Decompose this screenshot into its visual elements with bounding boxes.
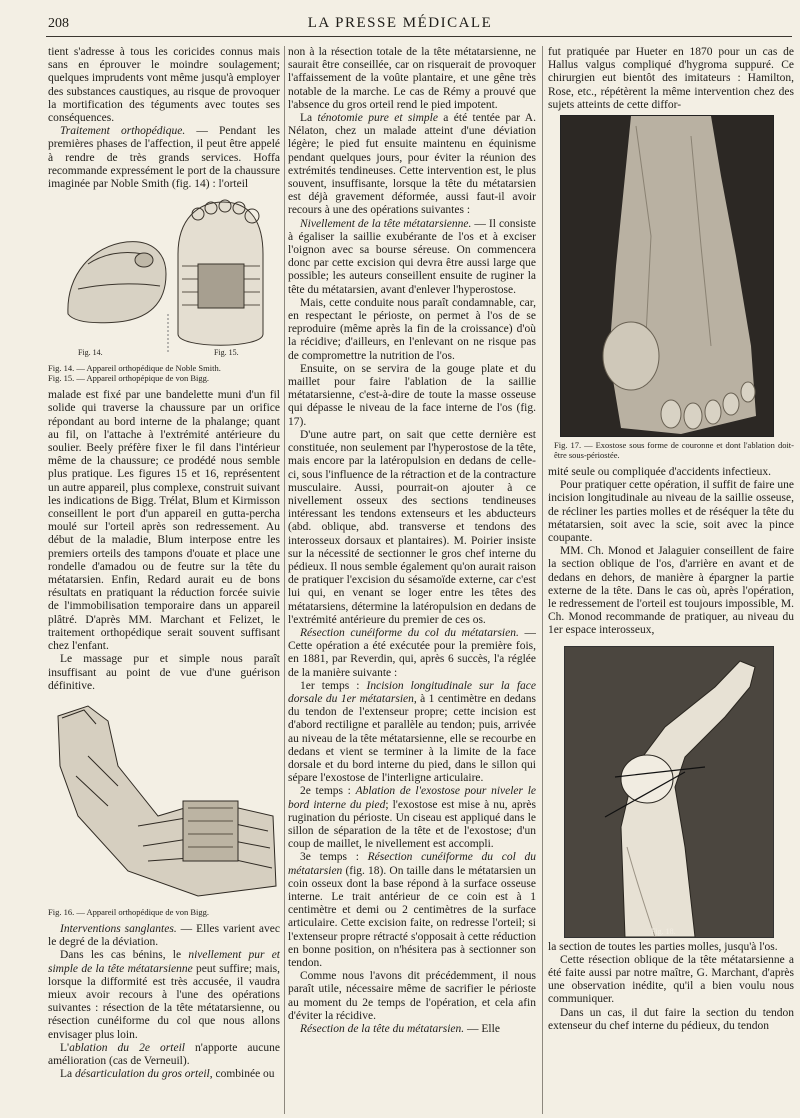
paragraph-text: ; l'exostose est mise à nu, après rugination du périoste. Un ciseau est appliqué dans le sillon de séparation de la tête et de l'exostose; d'un coup de maillet, le nivellement est accompli. bbox=[288, 798, 536, 851]
paragraph bbox=[288, 112, 536, 218]
paragraph bbox=[288, 785, 536, 851]
figure-17 bbox=[560, 115, 774, 437]
column-2 bbox=[288, 46, 536, 1116]
paragraph-text: Dans les cas bénins, le bbox=[60, 949, 189, 962]
paragraph-text: La bbox=[300, 112, 318, 125]
paragraph-text: — Cette opération a été exécutée pour la première fois, en 1881, par Reverdin, qui, après 6 succès, l'a réglée de la manière suivante : bbox=[288, 626, 536, 679]
paragraph: Pour pratiquer cette opération, il suffit de faire une incision longitudinale au niveau de la saillie osseuse, de récliner les parties molles et de réséquer la tête du métatarsien, soit avec la scie, soit avec la pince coupante. bbox=[548, 479, 794, 545]
section-heading: Résection cunéiforme du col du métatarsien. bbox=[300, 626, 519, 639]
figure-caption: Fig. 17. — Exostose sous forme de couronne et dont l'ablation doit-être sous-périostée. bbox=[554, 440, 794, 461]
paragraph: Mais, cette conduite nous paraît condamnable, car, en respectant le périoste, on permet à l'os de se reproduire (même après la fin de la croissance) d'où la récidive; d'ailleurs, en l'enlevant on ne risque pas de compromettre la nutrition de l'os. bbox=[288, 296, 536, 362]
paragraph: MM. Ch. Monod et Jalaguier conseillent de faire la section oblique de l'os, d'arrière en avant et de dedans en dehors, de manière à épargner la partie externe de la tête. Dans le cas où, après l'opération, le redressement de l'orteil est toujours impossible, M. Ch. Monod recommande de pratiquer, au niveau du 1er espace interosseux, bbox=[548, 545, 794, 637]
paragraph: Le massage pur et simple nous paraît insuffisant au point de vue d'une guérison définitive. bbox=[48, 653, 280, 692]
figure-label: Fig. 18. bbox=[651, 926, 676, 936]
paragraph bbox=[48, 923, 280, 949]
foot-exostosis-photo bbox=[561, 116, 773, 436]
paragraph: la section de toutes les parties molles, jusqu'à l'os. bbox=[548, 940, 778, 953]
paragraph bbox=[288, 851, 536, 970]
section-heading: Nivellement de la tête métatarsienne. bbox=[300, 217, 472, 230]
caption-line: Fig. 14. — Appareil orthopédique de Noble Smith. bbox=[48, 363, 221, 374]
figure-16 bbox=[48, 696, 280, 904]
emphasis: ténotomie pure et simple bbox=[317, 112, 438, 125]
paragraph-text: — Elle bbox=[464, 1023, 500, 1036]
emphasis: désarticulation du gros orteil bbox=[75, 1068, 210, 1081]
paragraph-text: , combinée ou bbox=[209, 1068, 275, 1081]
paragraph: Dans un cas, il dut faire la section du tendon extenseur du chef interne du pédieux, du tendon bbox=[548, 1006, 794, 1032]
paragraph: malade est fixé par une bandelette muni d'un fil solide qui traverse la chaussure par un orifice répondant au bord interne de la phalange; quant au fil, on l'attache à l'extrémité antérieure du soulier. Beely préfère fixer le fil dans l'intérieur même de la chaussure; ce prodédé nous semble plus pratique. Les figures 15 et 16, représentent un autre appareil, plus complexe, construit suivant les indications de Bigg. Trélat, Blum et Kirmisson conseillent le port d'un appareil en gutta-percha moulé sur l'orteil après son redressement. Au début de la maladie, Blum interpose entre les premiers orteils des tampons d'ouate et place une rondelle d'amadou ou de feutre sur la tête du métatarsien. Enfin, Redard aurait eu de bons résultats en pratiquant la réduction forcée suivie de l'immobilisation temporaire dans un appareil plâtré. D'après MM. Marchant et Felizet, le traitement orthopédique serait souvent suffisant chez l'enfant. bbox=[48, 389, 280, 653]
paragraph-text: 3e temps : bbox=[300, 851, 368, 864]
section-heading: Traitement orthopédique. bbox=[60, 125, 186, 138]
paragraph bbox=[48, 949, 280, 1041]
column-divider bbox=[284, 46, 285, 1114]
emphasis: nivellement pur et simple de la tête métatarsienne bbox=[48, 949, 280, 975]
paragraph: D'une autre part, on sait que cette dernière est constituée, non seulement par l'hyperostose de la tête, mais encore par la latéropulsion en dedans de celle-ci, sous l'influence de la rétraction et de la contracture musculaire. Aussi, pourrait-on ajouter à ce nivellement osseux des sections tendineuses intéressant les tendons extenseurs et les abducteurs (abd. oblique, abd. transverse et tendons des interosseux dorsaux et plantaires). M. Poirier insiste sur la nécessité de sectionner le gros chef interne du pédieux. Il nous semble également qu'on aurait raison de pratiquer l'excision du sésamoïde externe, car c'est lui qui, en venant se loger entre les têtes des métatarsiens, détermine la latéropulsion en dedans de l'extrémité antérieure du premier de ces os. bbox=[288, 428, 536, 626]
paragraph bbox=[288, 627, 536, 680]
metatarsal-resection-illustration bbox=[565, 647, 773, 937]
caption-line: Fig. 15. — Appareil orthopépique de von Bigg. bbox=[48, 373, 210, 384]
figure-14-15 bbox=[48, 194, 280, 360]
figure-caption bbox=[48, 363, 280, 383]
paragraph-text: L' bbox=[60, 1041, 70, 1054]
paragraph-text: — Il consiste à égaliser la saillie exubérante de l'os et à exciser l'oignon avec sa bourse séreuse. On commencera donc par cette excision qui devra être aussi large que possible; les auteurs conseillent ensuite de ruginer la tête du métatarsien, avant d'enlever l'hyperostose. bbox=[288, 217, 536, 296]
paragraph-text: — Elles varient avec le degré de la déviation. bbox=[48, 922, 280, 949]
paragraph: mité seule ou compliquée d'accidents infectieux. bbox=[548, 466, 772, 479]
section-heading: Interventions sanglantes. bbox=[60, 922, 177, 935]
foot-brace-illustration bbox=[48, 696, 280, 904]
paragraph bbox=[48, 125, 280, 191]
emphasis: Incision longitudinale sur la face dorsale du 1er métatarsien bbox=[288, 679, 536, 705]
paragraph-text: n'apporte aucune amélioration (cas de Verneuil). bbox=[48, 1041, 280, 1067]
emphasis: ablation du 2e orteil bbox=[69, 1041, 185, 1054]
paragraph bbox=[288, 1023, 536, 1036]
paragraph: tient s'adresse à tous les coricides connus mais sans en éprouver le moindre soulagement; quelques imprudents vont même jusqu'à employer des substances caustiques, au risque de provoquer la mortification des téguments avec toutes ses conséquences. bbox=[48, 46, 280, 125]
figure-caption: Fig. 16. — Appareil orthopédique de von Bigg. bbox=[48, 906, 210, 917]
column-3 bbox=[548, 46, 794, 1116]
foot-orthopedic-illustration bbox=[48, 194, 280, 360]
emphasis: Résection cunéiforme du col du métatarsien bbox=[288, 851, 536, 877]
page-number: 208 bbox=[48, 16, 69, 31]
header-rule bbox=[46, 36, 792, 37]
paragraph: Cette résection oblique de la tête métatarsienne a été faite aussi par notre maître, G. Marchant, d'après une observation inédite, qu'il a bien voulu nous communiquer. bbox=[548, 953, 794, 1006]
journal-title: LA PRESSE MÉDICALE bbox=[307, 15, 493, 31]
column-1 bbox=[48, 46, 280, 1116]
paragraph-text: 2e temps : bbox=[300, 785, 356, 798]
paragraph-text: La bbox=[60, 1068, 76, 1081]
column-divider bbox=[542, 46, 543, 1114]
paragraph-text: a été tentée par A. Nélaton, chez un malade atteint d'une déviation légère; le pied fut ensuite maintenu en équinisme pendant quelques jours, pour éviter la réunion des extrémités tendineuses. Cette intervention est, le plus souvent, insuffisante, lorsque la tête du métatarsien est déjà gravement déformée, aussi faut-il avoir recours à une des opérations suivantes : bbox=[288, 112, 536, 217]
paragraph bbox=[48, 1068, 280, 1081]
paragraph-text: peut suffire; mais, lorsque la difformité est très accusée, il vaudra mieux avoir recours à l'une des opérations suivantes : résection de la tête métatarsienne, ou résection cunéiforme du col que nous allons envisager plus loin. bbox=[48, 962, 280, 1041]
paragraph bbox=[48, 1042, 280, 1068]
paragraph: Ensuite, on se servira de la gouge plate et du maillet pour faire l'ablation de la saillie métatarsienne, c'est-à-dire de toute la masse osseuse qui dépasse le niveau de la face interne de l'os (fig. 17). bbox=[288, 362, 536, 428]
paragraph bbox=[288, 218, 536, 297]
page-header bbox=[0, 0, 800, 30]
figure-18 bbox=[564, 646, 774, 938]
figure-label: Fig. 14. bbox=[78, 348, 103, 358]
paragraph: fut pratiquée par Hueter en 1870 pour un cas de Hallus valgus compliqué d'hygroma suppuré. Ce chirurgien eut bientôt des imitateurs : Hamilton, Rose, etc., répétèrent la même intervention chez des sujets atteints de cette diffor- bbox=[548, 46, 794, 111]
paragraph bbox=[288, 680, 536, 786]
emphasis: Ablation de l'exostose pour niveler le bord interne du pied bbox=[288, 785, 536, 811]
paragraph-text: (fig. 18). On taille dans le métatarsien un coin osseux dont la base répond à la surface osseuse interne. Le trait antérieur de ce coin est à 1 centimètre et demi ou 2 centimètres de la surface articulaire. Cette excision faite, on redresse l'orteil; si l'extenseur propre rétracté s'opposait à cette réduction en bonne position, on n'hésitera pas à sectionner son tendon. bbox=[288, 864, 536, 970]
paragraph-text: , à 1 centimètre en dedans du tendon de l'extenseur propre; cette incision est d'abord rectiligne et parallèle au tendon; puis, arrivée au niveau de la tête métatarsienne, elle se recourbe en dedans et vient se terminer à la limite de la face dorsale et du bord interne du pied, dans le sillon qui sépare l'exostose de l'interligne articulaire. bbox=[288, 692, 536, 785]
section-heading: Résection de la tête du métatarsien. bbox=[300, 1023, 465, 1036]
paragraph: non à la résection totale de la tête métatarsienne, ne saurait être conseillée, car on risquerait de provoquer l'affaissement de la voûte plantaire, et une gêne très notable de la marche. Le cas de Rémy a prouvé que l'absence du gros orteil rend le pied impotent. bbox=[288, 46, 536, 111]
paragraph-text: 1er temps : bbox=[300, 679, 367, 692]
figure-label: Fig. 15. bbox=[214, 348, 239, 358]
paragraph-text: — Pendant les premières phases de l'affection, il peut être appelé à rendre de très grands services. Hoffa recommande expressément le port de la chaussure imaginée par Noble Smith (fig. 14) : l'orteil bbox=[48, 125, 280, 191]
paragraph: Comme nous l'avons dit précédemment, il nous paraît utile, nécessaire même de sacrifier le périoste au moment du 2e temps de l'opération, et cela afin d'éviter la récidive. bbox=[288, 970, 536, 1022]
